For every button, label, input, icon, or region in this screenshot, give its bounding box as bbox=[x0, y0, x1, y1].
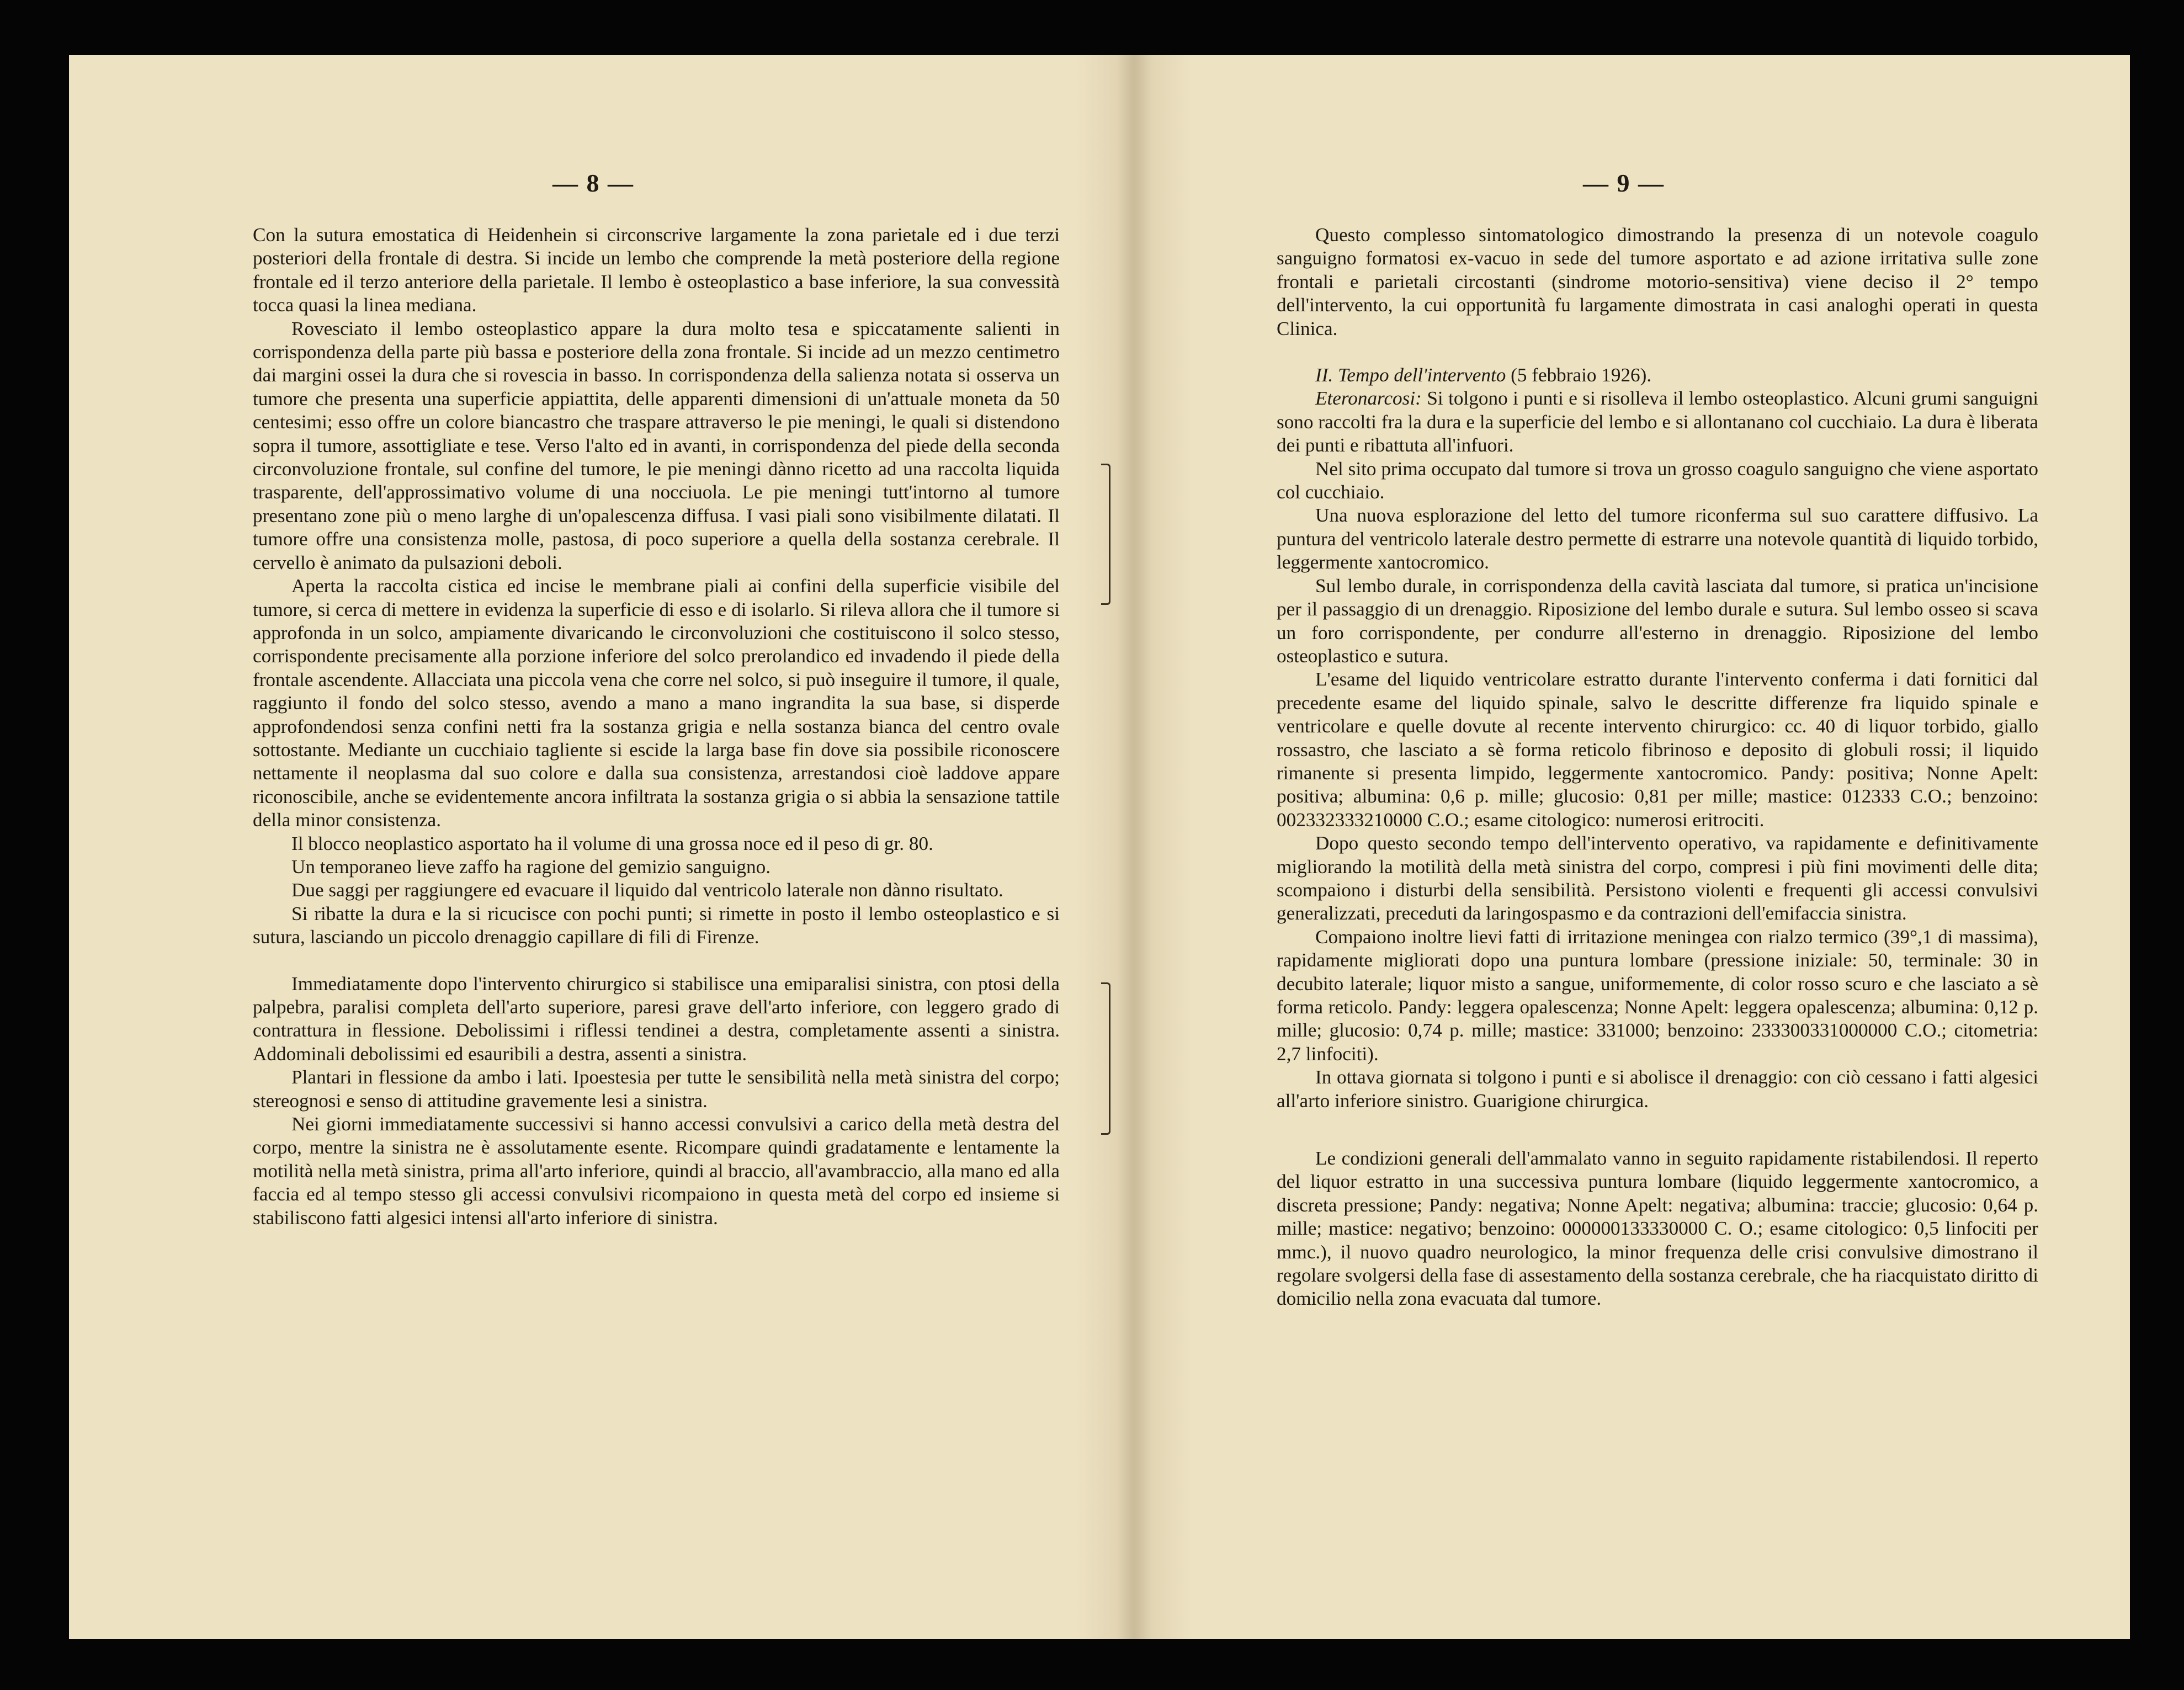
book-spread bbox=[69, 55, 2130, 1639]
book-gutter bbox=[1076, 55, 1192, 1639]
paragraph: Dopo questo secondo tempo dell'intervento operativo, va rapidamente e definitivamente migliorando la motilità della metà sinistra del corpo, compresi i più fini movimenti delle dita; scompaiono i disturbi della sensibilità. Persistono violenti e frequenti gli accessi convulsivi generalizzati, preceduti da laringospasmo e da contrazioni dell'emifaccia sinistra. bbox=[1277, 832, 2038, 924]
paragraph: L'esame del liquido ventricolare estratto durante l'intervento conferma i dati fornitici dal precedente esame del liquido spinale, salvo le descritte differenze fra liquido spinale e ventricolare e quelle dovute al recente intervento chirurgico: cc. 40 di liquor torbido, giallo rossastro, che lasciato a sè forma reticolo fibrinoso e deposito di globuli rossi; il liquido rimanente si presenta limpido, leggermente xantocromico. Pandy: positiva; Nonne Apelt: positiva; albumina: 0,6 p. mille; glucosio: 0,81 per mille; mastice: 012333 C.O.; benzoino: 002332333210000 C.O.; esame citologico: numerosi eritrociti. bbox=[1277, 668, 2038, 831]
paragraph: Rovesciato il lembo osteoplastico appare la dura molto tesa e spiccatamente salienti in corrispondenza della parte più bassa e posteriore della zona frontale. Si incide ad un mezzo centimetro dai margini ossei la dura che si rovescia in basso. In corrispondenza della salienza notata si osserva un tumore che presenta una superficie appiattita, delle apparenti dimensioni di un'attuale moneta da 50 centesimi; esso offre un colore biancastro che traspare attraverso le pie meningi, le quali si distendono sopra il tumore, assottigliate e tese. Verso l'alto ed in avanti, in corrispondenza del piede della seconda circonvoluzione frontale, sul confine del tumore, le pie meningi dànno ricetto ad una raccolta liquida trasparente, dell'approssimativo volume di una nocciuola. Le pie meningi tutt'intorno al tumore presentano zone più o meno larghe di un'opalescenza diffusa. I vasi piali sono visibilmente dilatati. Il tumore offre una consistenza molle, pastosa, di poco superiore a quella della sostanza cerebrale. Il cervello è animato da pulsazioni deboli. bbox=[253, 317, 1060, 573]
paragraph: Questo complesso sintomatologico dimostrando la presenza di un notevole coagulo sanguigno formatosi ex-vacuo in sede del tumore asportato e ad azione irritativa sulle zone frontali e parietali circostanti (sindrome motorio-sensitiva) viene deciso il 2° tempo dell'intervento, la cui opportunità fu largamente dimostrata in casi analoghi operati in questa Clinica. bbox=[1277, 224, 2038, 339]
paragraph: Nei giorni immediatamente successivi si hanno accessi convulsivi a carico della metà destra del corpo, mentre la sinistra ne è assolutamente esente. Ricompare quindi gradatamente e lentamente la motilità nella metà sinistra, prima all'arto inferiore, quindi al braccio, all'avambraccio, alla mano ed alla faccia ed al tempo stesso gli accessi convulsivi ricompaiono in questa metà del corpo ed insieme si stabiliscono fatti algesici intensi all'arto inferiore di sinistra. bbox=[253, 1113, 1060, 1229]
paragraph: Una nuova esplorazione del letto del tumore riconferma sul suo carattere diffusivo. La puntura del ventricolo laterale destro permette di estrarre una notevole quantità di liquido torbido, leggermente xantocromico. bbox=[1277, 504, 2038, 573]
page-number: — 8 — bbox=[552, 169, 634, 197]
paragraph: Immediatamente dopo l'intervento chirurgico si stabilisce una emiparalisi sinistra, con ptosi della palpebra, paralisi completa dell'arto superiore, paresi grave dell'arto inferiore, con leggero grado di contrattura in flessione. Debolissimi i riflessi tendinei a destra, completamente assenti a sinistra. Addominali debolissimi ed esauribili a destra, assenti a sinistra. bbox=[253, 972, 1060, 1065]
staple-top bbox=[1101, 464, 1110, 605]
eteronarcosi-label: Eteronarcosi: bbox=[1315, 387, 1422, 410]
page-body bbox=[1277, 224, 2038, 1311]
paragraph: Con la sutura emostatica di Heidenhein si circonscrive largamente la zona parietale ed i due terzi posteriori della frontale di destra. Si incide un lembo che comprende la metà posteriore della regione frontale ed il terzo anteriore della parietale. Il lembo è osteoplastico a base inferiore, la sua convessità tocca quasi la linea mediana. bbox=[253, 224, 1060, 316]
heading-date: (5 febbraio 1926). bbox=[1511, 364, 1652, 386]
staple-bottom bbox=[1101, 982, 1110, 1135]
paragraph: Sul lembo durale, in corrispondenza della cavità lasciata dal tumore, si pratica un'incisione per il passaggio di un drenaggio. Riposizione del lembo durale e sutura. Sul lembo osseo si scava un foro corrispondente, per condurre all'esterno in drenaggio. Riposizione del lembo osteoplastico e sutura. bbox=[1277, 575, 2038, 667]
page-number: — 9 — bbox=[1583, 169, 1665, 197]
paragraph: Compaiono inoltre lievi fatti di irritazione meningea con rialzo termico (39°,1 di massima), rapidamente migliorati dopo una puntura lombare (pressione iniziale: 50, terminale: 30 in decubito laterale; liquor misto a sangue, uniformemente, di color rosso scuro e che lasciato a sè forma reticolo. Pandy: leggera opalescenza; Nonne Apelt: leggera opalescenza; albumina: 0,12 p. mille; glucosio: 0,74 p. mille; mastice: 331000; benzoino: 233300331000000 C.O.; citometria: 2,7 linfociti). bbox=[1277, 926, 2038, 1065]
paragraph: Plantari in flessione da ambo i lati. Ipoestesia per tutte le sensibilità nella metà sinistra del corpo; stereognosi e senso di attitudine gravemente lesi a sinistra. bbox=[253, 1066, 1060, 1112]
section-heading bbox=[1277, 364, 2038, 387]
eteronarcosi-text: Si tolgono i punti e si risolleva il lembo osteoplastico. Alcuni grumi sanguigni sono raccolti fra la dura e la superficie del lembo e si allontanano col cucchiaio. La dura è liberata dei punti e ribattuta all'infuori. bbox=[1277, 387, 2038, 456]
paragraph: Il blocco neoplastico asportato ha il volume di una grossa noce ed il peso di gr. 80. bbox=[291, 832, 933, 854]
page-body bbox=[253, 224, 1060, 1230]
paragraph: Due saggi per raggiungere ed evacuare il liquido dal ventricolo laterale non dànno risultato. bbox=[291, 879, 1003, 901]
heading-title: II. Tempo dell'intervento bbox=[1315, 364, 1506, 386]
paragraph: Nel sito prima occupato dal tumore si trova un grosso coagulo sanguigno che viene asportato col cucchiaio. bbox=[1277, 458, 2038, 503]
paragraph: Aperta la raccolta cistica ed incise le membrane piali ai confini della superficie visibile del tumore, si cerca di mettere in evidenza la superficie di esso e di isolarlo. Si rileva allora che il tumore si approfonda in un solco, ampiamente divaricando le circonvoluzioni che costituiscono il solco stesso, corrispondente precisamente alla porzione inferiore del solco prerolandico ed invadendo il piede della frontale ascendente. Allacciata una piccola vena che corre nel solco, si può inseguire il tumore, il quale, raggiunto il fondo del solco stesso, avendo a mano a mano ingrandita la sua base, si disperde approfondendosi senza confini netti fra la sostanza grigia e nella sostanza bianca del centro ovale sottostante. Mediante un cucchiaio tagliente si escide la larga base fin dove sia possibile riconoscere nettamente il neoplasma dal suo colore e dalla sua consistenza, arrestandosi cioè laddove appare riconoscibile, anche se evidentemente ancora infiltrata la sostanza grigia o si abbia la sensazione tattile della minor consistenza. bbox=[253, 575, 1060, 831]
paragraph: Si ribatte la dura e la si ricucisce con pochi punti; si rimette in posto il lembo osteoplastico e si sutura, lasciando un piccolo drenaggio capillare di fili di Firenze. bbox=[253, 902, 1060, 948]
paragraph: Un temporaneo lieve zaffo ha ragione del gemizio sanguigno. bbox=[291, 855, 770, 878]
paragraph: In ottava giornata si tolgono i punti e si abolisce il drenaggio: con ciò cessano i fatti algesici all'arto inferiore sinistro. Guarigione chirurgica. bbox=[1277, 1066, 2038, 1112]
paragraph bbox=[1277, 387, 2038, 457]
paragraph: Le condizioni generali dell'ammalato vanno in seguito rapidamente ristabilendosi. Il reperto del liquor estratto in una successiva puntura lombare (liquido leggermente xantocromico, a discreta pressione; Pandy: negativa; Nonne Apelt: negativa; albumina: traccie; glucosio: 0,64 p. mille; mastice: negativo; benzoino: 000000133330000 C. O.; esame citologico: 0,5 linfociti per mmc.), il nuovo quadro neurologico, la minor frequenza delle crisi convulsive dimostrano il regolare svolgersi della fase di assestamento della sostanza cerebrale, che ha riacquistato diritto di domicilio nella zona evacuata dal tumore. bbox=[1277, 1147, 2038, 1310]
